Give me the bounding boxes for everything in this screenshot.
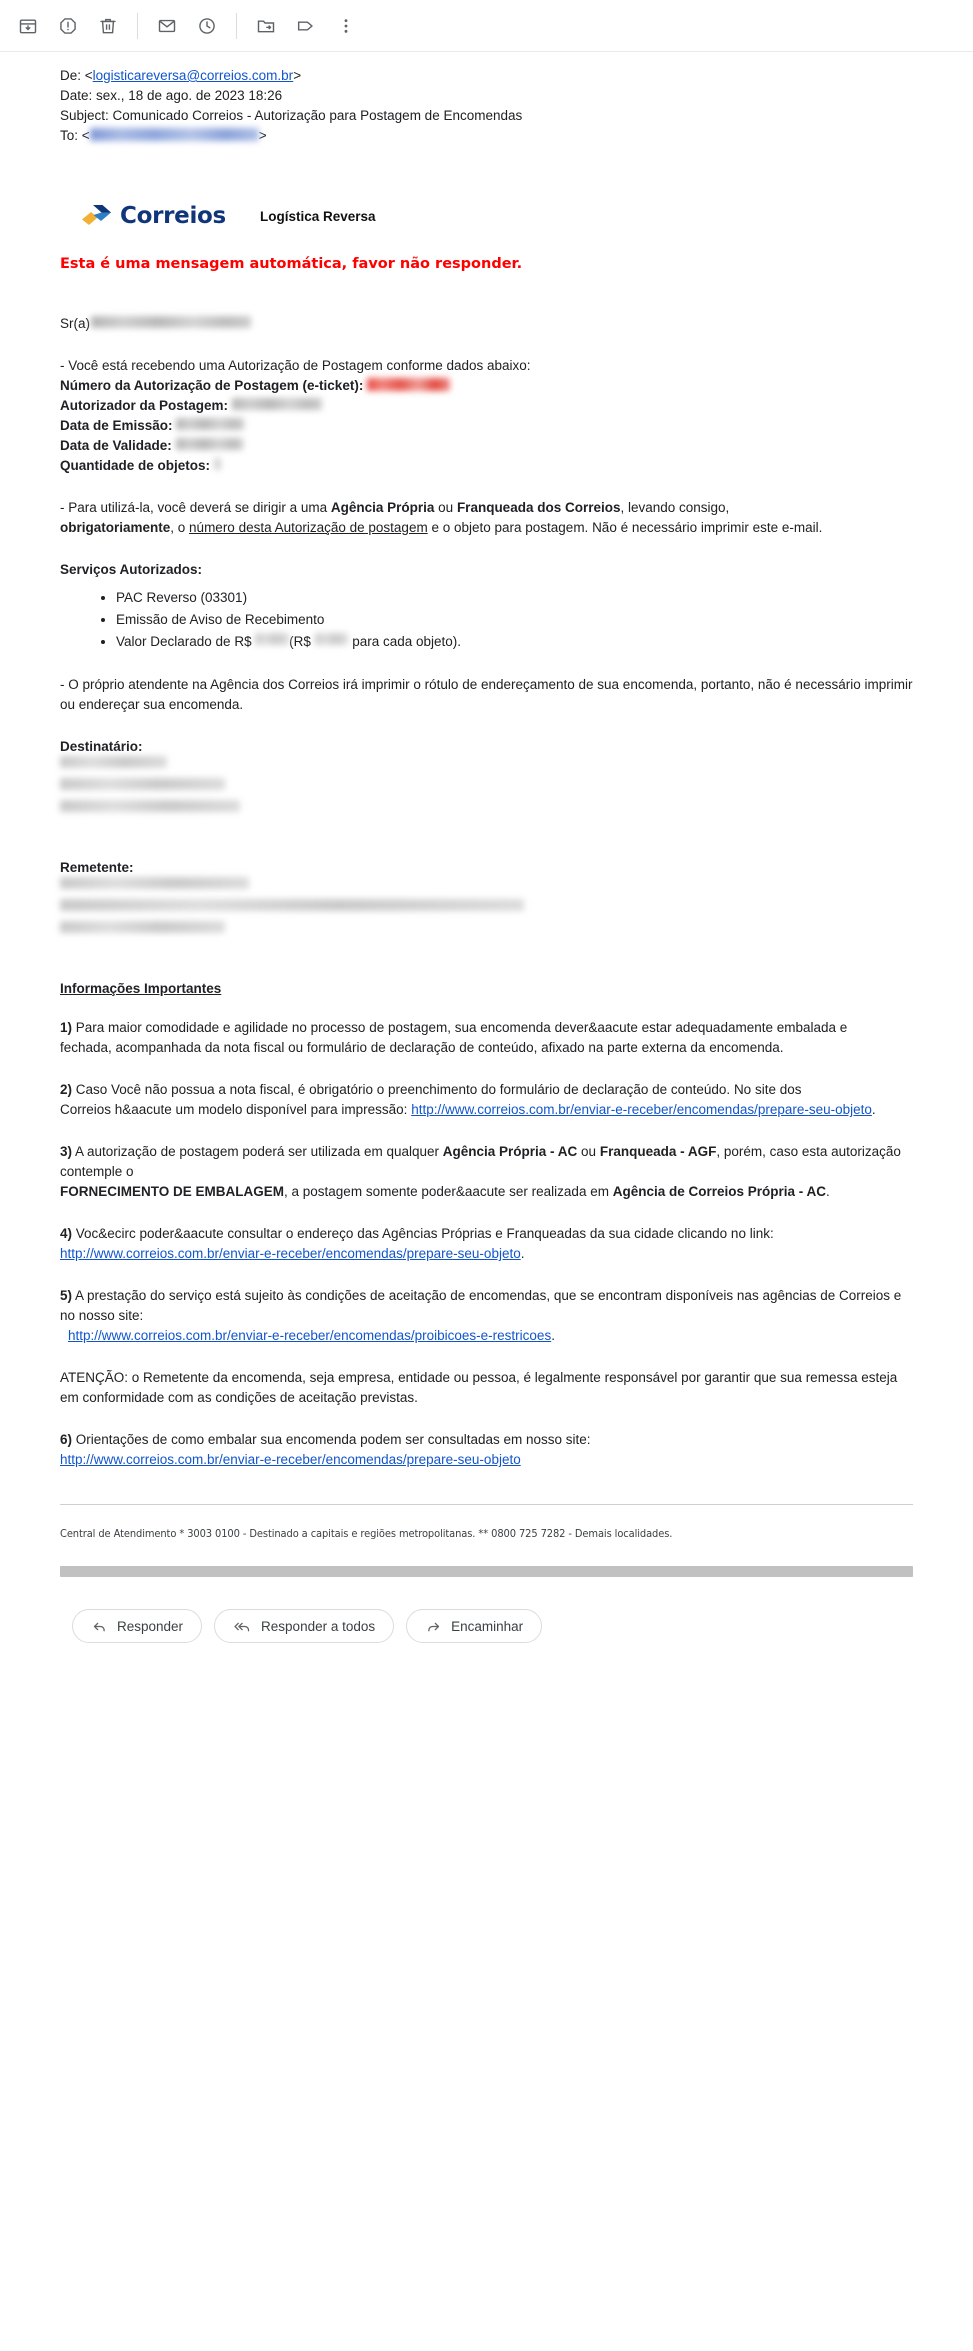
forward-button[interactable] (406, 1609, 542, 1643)
important-info-title: Informações Importantes (60, 981, 222, 996)
usage-text-5: e o objeto para postagem. Não é necessário imprimir este e-mail. (427, 520, 823, 535)
item-2-link[interactable]: http://www.correios.com.br/enviar-e-receber/encomendas/prepare-seu-objeto (411, 1102, 872, 1117)
field-valid-date-label: Data de Validade: (60, 438, 172, 453)
usage-paragraph (60, 498, 913, 538)
important-item-5 (60, 1286, 913, 1346)
item-3-number: 3) (60, 1144, 73, 1159)
important-item-2 (60, 1080, 913, 1120)
field-eticket (60, 376, 913, 396)
customer-service-footer: Central de Atendimento * 3003 0100 - Destinado a capitais e regiões metropolitanas. ** 0800 725 7282 - Demais localidades. (60, 1527, 673, 1540)
mark-unread-icon (157, 16, 177, 36)
declared-value-2-redacted (315, 633, 349, 645)
usage-text-4: , o (170, 520, 190, 535)
reply-button-label: Responder (117, 1618, 184, 1634)
sender-title: Remetente: (60, 860, 134, 875)
field-authorizer-label: Autorizador da Postagem: (60, 398, 229, 413)
list-item (116, 631, 913, 653)
field-quantity-label: Quantidade de objetos: (60, 458, 211, 473)
usage-text-1: - Para utilizá-la, você deverá se dirigir a uma (60, 500, 331, 515)
services-title: Serviços Autorizados: (60, 562, 203, 577)
field-issue-date-value-redacted (176, 418, 244, 430)
archive-button[interactable] (8, 6, 48, 46)
usage-bold-agencia-propria: Agência Própria (330, 500, 435, 515)
to-label: To: < (60, 128, 90, 143)
trash-icon (98, 16, 118, 36)
from-close: > (293, 68, 302, 83)
to-close: > (258, 128, 267, 143)
field-authorizer (60, 396, 913, 416)
item-3-bold-agf: Franqueada - AGF (599, 1144, 717, 1159)
important-item-3 (60, 1142, 913, 1202)
sender-line-2-redacted (60, 899, 524, 911)
usage-bold-obrigatoriamente: obrigatoriamente (60, 520, 171, 535)
reply-button[interactable] (72, 1609, 202, 1643)
item-2-number: 2) (60, 1082, 73, 1097)
list-item: • Emissão de Aviso de Recebimento (116, 609, 913, 631)
correios-logo-icon (80, 202, 114, 230)
footer-divider (60, 1504, 913, 1505)
services-list (60, 587, 913, 653)
move-to-button[interactable] (246, 6, 286, 46)
item-3-text-c: , porém, caso esta autorização contemple o (60, 1144, 901, 1179)
report-spam-button[interactable] (48, 6, 88, 46)
message-body (0, 52, 973, 1577)
reply-arrow-icon (91, 1618, 108, 1635)
declared-value-mid: (R$ (289, 634, 311, 649)
header-date: Date: sex., 18 de ago. de 2023 18:26 (60, 88, 283, 103)
toolbar-divider-1 (137, 13, 138, 39)
more-options-icon (336, 16, 356, 36)
item-5-text-a: A prestação do serviço está sujeito às condições de aceitação de encomendas, que se encontram disponíveis nas agências de Correios e no nosso site: (60, 1288, 902, 1323)
field-valid-date (60, 436, 913, 456)
recipient-line-1-redacted (60, 756, 167, 768)
to-email-redacted (90, 128, 259, 141)
declared-value-pre: Valor Declarado de R$ (116, 634, 252, 649)
toolbar-divider-2 (236, 13, 237, 39)
item-3-text-a: A autorização de postagem poderá ser utilizada em qualquer (72, 1144, 443, 1159)
declared-value-1-redacted (255, 633, 289, 645)
item-6-number: 6) (60, 1432, 73, 1447)
message-toolbar (0, 0, 973, 52)
labels-button[interactable] (286, 6, 326, 46)
important-item-6 (60, 1430, 913, 1470)
item-4-text-a: Voc&ecirc poder&aacute consultar o endereço das Agências Próprias e Franqueadas da sua cidade clicando no link: (72, 1226, 774, 1241)
from-label: De: < (60, 68, 93, 83)
important-item-4 (60, 1224, 913, 1264)
header-from (60, 66, 913, 86)
field-eticket-value-redacted (367, 378, 450, 391)
attention-note: ATENÇÃO: o Remetente da encomenda, seja empresa, entidade ou pessoa, é legalmente responsável por garantir que sua remessa esteja em conformidade com as condições de aceitação previstas. (60, 1370, 898, 1405)
item-6-link[interactable]: http://www.correios.com.br/enviar-e-receber/encomendas/prepare-seu-objeto (60, 1452, 521, 1467)
label-tag-icon (296, 16, 316, 36)
auto-message-alert: Esta é uma mensagem automática, favor não responder. (60, 256, 523, 272)
field-quantity (60, 456, 913, 476)
field-issue-date (60, 416, 913, 436)
reply-all-arrow-icon (233, 1618, 252, 1635)
important-item-1 (60, 1018, 913, 1058)
field-issue-date-label: Data de Emissão: (60, 418, 173, 433)
declared-value-post: para cada objeto). (352, 634, 462, 649)
item-3-text-e: . (826, 1184, 830, 1199)
greeting-line (60, 314, 913, 334)
snooze-button[interactable] (187, 6, 227, 46)
from-email-link[interactable]: logisticareversa@correios.com.br (92, 68, 294, 83)
list-item: • PAC Reverso (03301) (116, 587, 913, 609)
snooze-clock-icon (197, 16, 217, 36)
recipient-title: Destinatário: (60, 739, 143, 754)
item-3-bold-agencia-ac: Agência de Correios Própria - AC (612, 1184, 827, 1199)
reply-all-button[interactable] (214, 1609, 394, 1643)
item-2-text-a: Caso Você não possua a nota fiscal, é obrigatório o preenchimento do formulário de declaração de conteúdo. No site dos (72, 1082, 802, 1097)
field-valid-date-value-redacted (176, 438, 244, 450)
logistica-reversa-title: Logística Reversa (259, 208, 376, 224)
item-1-text-b: fechada, acompanhada da nota fiscal ou formulário de declaração de conteúdo, afixado na parte externa da encomenda. (60, 1040, 784, 1055)
horizontal-scrollbar[interactable] (60, 1566, 913, 1577)
move-to-folder-icon (256, 16, 276, 36)
header-subject: Subject: Comunicado Correios - Autorização para Postagem de Encomendas (60, 108, 523, 123)
intro-line: - Você está recebendo uma Autorização de Postagem conforme dados abaixo: (60, 358, 531, 373)
field-quantity-value-redacted (214, 458, 222, 470)
item-2-text-b: Correios h&aacute um modelo disponível para impressão: (60, 1102, 412, 1117)
recipient-address (60, 754, 913, 820)
item-5-number: 5) (60, 1288, 73, 1303)
item-5-link[interactable]: http://www.correios.com.br/enviar-e-receber/encomendas/proibicoes-e-restricoes (68, 1328, 552, 1343)
usage-bold-franqueada: Franqueada dos Correios (456, 500, 621, 515)
greeting-name-redacted (91, 316, 251, 328)
item-4-number: 4) (60, 1226, 73, 1241)
reply-actions (0, 1577, 973, 1669)
item-4-link[interactable]: http://www.correios.com.br/enviar-e-receber/encomendas/prepare-seu-objeto (60, 1246, 521, 1261)
archive-icon (18, 16, 38, 36)
sender-line-3-redacted (60, 921, 225, 933)
usage-underline-numero: número desta Autorização de postagem (189, 520, 428, 535)
item-2-text-c: . (871, 1102, 876, 1117)
brand-header (80, 202, 913, 230)
header-to (60, 126, 913, 146)
field-eticket-label: Número da Autorização de Postagem (e-ticket): (60, 378, 364, 393)
item-5-text-b: . (551, 1328, 555, 1343)
item-6-text: Orientações de como embalar sua encomenda podem ser consultadas em nosso site: (72, 1432, 591, 1447)
item-1-number: 1) (60, 1020, 73, 1035)
sender-line-1-redacted (60, 877, 249, 889)
report-spam-icon (58, 16, 78, 36)
correios-wordmark: Correios (120, 203, 226, 229)
forward-arrow-icon (425, 1618, 442, 1635)
forward-button-label: Encaminhar (451, 1618, 524, 1634)
delete-button[interactable] (88, 6, 128, 46)
sender-address (60, 875, 913, 941)
recipient-line-3-redacted (60, 800, 240, 812)
usage-text-2: ou (434, 500, 457, 515)
attendant-note: - O próprio atendente na Agência dos Correios irá imprimir o rótulo de endereçamento de sua encomenda, portanto, não é necessário imprimir ou endereçar sua encomenda. (60, 677, 913, 712)
greeting-label: Sr(a) (60, 316, 90, 331)
item-3-bold-embalagem: FORNECIMENTO DE EMBALAGEM (60, 1184, 285, 1199)
reply-all-button-label: Responder a todos (261, 1618, 376, 1634)
item-3-text-b: ou (577, 1144, 600, 1159)
item-1-text-a: Para maior comodidade e agilidade no processo de postagem, sua encomenda dever&aacute estar adequadamente embalada e (72, 1020, 848, 1035)
more-options-button[interactable] (326, 6, 366, 46)
usage-text-3: , levando consigo, (620, 500, 730, 515)
recipient-line-2-redacted (60, 778, 225, 790)
mark-unread-button[interactable] (147, 6, 187, 46)
field-authorizer-value-redacted (232, 398, 322, 410)
item-3-bold-ac: Agência Própria - AC (442, 1144, 578, 1159)
item-3-text-d: , a postagem somente poder&aacute ser realizada em (284, 1184, 613, 1199)
item-4-text-b: . (520, 1246, 525, 1261)
